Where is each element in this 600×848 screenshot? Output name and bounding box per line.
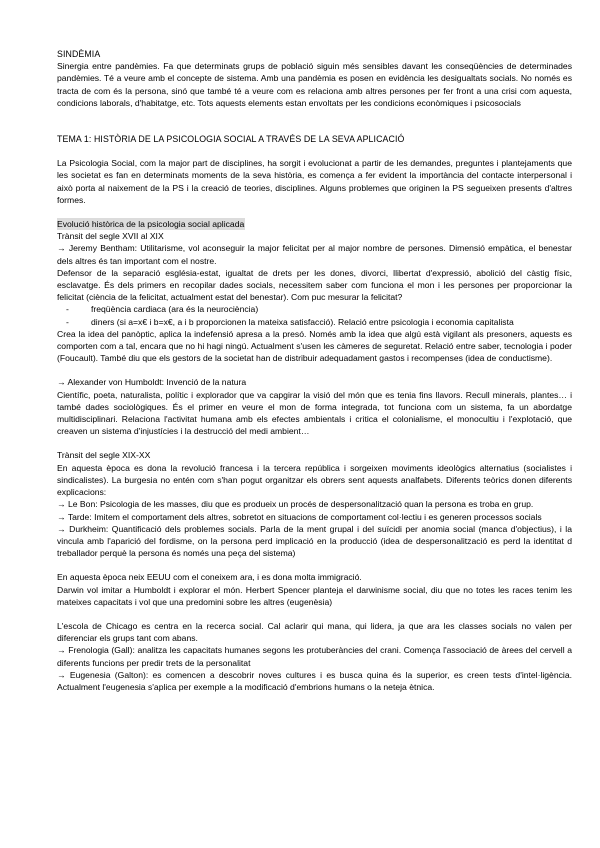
- tarde-paragraph: → Tarde: Imitem el comportament dels altres, sobretot en situacions de comportament col·lectiu i es generen processos socials: [57, 511, 542, 522]
- evolucio-heading: [57, 218, 572, 230]
- darwin-paragraph: Darwin vol imitar a Humboldt i explorar el món. Herbert Spencer planteja el darwinisme social, diu que no totes les races tenim les mateixes capacitats i vol que una predomini sobre les altres (eugenèsia): [57, 584, 572, 607]
- period-xix-xx: Trànsit del segle XIX-XX: [57, 450, 151, 461]
- xix-paragraph: En aquesta època es dona la revolució francesa i la tercera república i sorgeixen moviments ideològics alternatius (socialistes i sindicalistes). La burgesia no entén com s'han pogut organitzar els obrers sent aquests analfabets. Diferents teòrics donen diferents explicacions:: [57, 462, 572, 498]
- bullet-text: freqüència cardiaca (ara és la neurociència): [91, 304, 259, 315]
- bullet-dash: -: [66, 316, 69, 327]
- bentham-paragraph: → Jeremy Bentham: Utilitarisme, vol aconseguir la major felicitat per al major nombre de persones. Dimensió empàtica, el benestar dels altres és tan important com el nostre.: [57, 243, 572, 266]
- humboldt-title: → Alexander von Humboldt: Invenció de la natura: [57, 377, 247, 388]
- period-xvii-xix: Trànsit del segle XVII al XIX: [57, 231, 164, 242]
- bullet-text: diners (si a=x€ i b=x€, a i b proporcionen la mateixa satisfacció). Relació entre psicologia i economia capitalista: [91, 316, 514, 327]
- chicago-paragraph: L'escola de Chicago es centra en la recerca social. Cal aclarir qui mana, qui lidera, ja que ara les classes socials no valen per diferenciar els grups tant com abans.: [57, 620, 572, 644]
- sindemia-title: SINDÈMIA: [57, 49, 101, 59]
- eeuu-paragraph: En aquesta època neix EEUU com el coneixem ara, i es dona molta immigració.: [57, 572, 362, 583]
- panoptic-paragraph: Crea la idea del panòptic, aplica la indefensió apresa a la presó. Només amb la idea que algú està vigilant als presoners, aquests es comporten com a tal, encara que no hi hagi ningú. Actualment s'usen les càmeres de seguretat. Relació entre saber, tecnologia i poder (Foucault). També diu que els gestors de la societat han de distribuir adequadament gastos i recompenses (idea de conductisme).: [57, 328, 572, 364]
- sindemia-body: Sinergia entre pandèmies. Fa que determinats grups de població siguin més sensibles davant les conseqüències de determinades pandèmies. Té a veure amb el concepte de sistema. Amb una pandèmia es posen en evidència les desigualtats socials. No només es tracta de com és la persona, sinó que també té a veure com es relaciona amb altres persones per fer front a una crisi com aquesta, condicions laborals, d'habitatge, etc. Tots aquests elements estan envoltats per les condicions econòmiques i psicosocials: [57, 61, 572, 108]
- bullet-item: [57, 303, 572, 315]
- tema-title: TEMA 1: HISTÒRIA DE LA PSICOLOGIA SOCIAL A TRAVÉS DE LA SEVA APLICACIÓ: [57, 134, 405, 145]
- humboldt-paragraph: Científic, poeta, naturalista, polític i explorador que va capgirar la visió del món que es tenia fins llavors. Recull minerals, plantes… i també dades sociològiques. És el primer en veure el mon de forma integrada, tot funciona com un sistema, fa un abordatge multidisciplinari. Relaciona l'activitat humana amb els efectes ambientals i critica el colonialisme, el monocultiu i l'explotació, que creaven un sistema d'injustícies i la destrucció del medi ambient…: [57, 389, 572, 437]
- frenologia-paragraph: → Frenologia (Gall): analitza les capacitats humanes segons les protuberàncies del crani. Comença l'associació de àrees del cervell a diferents funcions per predir trets de la personalitat: [57, 645, 572, 668]
- document-page: [57, 48, 572, 693]
- bullet-item: [57, 316, 572, 328]
- lebon-paragraph: → Le Bon: Psicologia de les masses, diu que es produeix un procés de despersonalització quan la persona es troba en grup.: [57, 499, 534, 510]
- tema-intro: La Psicologia Social, com la major part de disciplines, ha sorgit i evolucionat a partir de les demandes, preguntes i plantejaments que les societat es fan en determinats moments de la seva història, es comença a fer evident la importància del contacte interpersonal i això porta al naixement de la PS i la creació de teories, disciplines. Alguns problemes que originen la PS segueixen presents d'altres formes.: [57, 158, 572, 205]
- bentham-defense-paragraph: Defensor de la separació església-estat, igualtat de drets per les dones, divorci, llibertat d'expressió, abolició del càstig físic, esclavatge. És dels primers en recopilar dades socials, necessitem saber com funciona el mon i les persones per proporcionar la felicitat (ciència de la felicitat, actualment estat del benestar). Com puc mesurar la felicitat?: [57, 267, 572, 303]
- evolucio-title: Evolució històrica de la psicologia social aplicada: [57, 219, 245, 230]
- durkheim-paragraph: → Durkheim: Quantificació dels problemes socials. Parla de la ment grupal i del suïcidi per anomia social (manca d'objectius), i la vincula amb l'aparició del fordisme, on la persona perd implicació en la producció (idea de despersonalització es perd la identitat d treballador perquè la persona és només una peça del sistema): [57, 523, 572, 559]
- eugenesia-paragraph: → Eugenesia (Galton): es comencen a descobrir noves cultures i es busca quina és la superior, es creen tests d'intel·ligència. Actualment l'eugenesia s'aplica per exemple a la modificació d'embrions humans o la neteja ètnica.: [57, 669, 572, 692]
- bullet-dash: -: [66, 304, 69, 315]
